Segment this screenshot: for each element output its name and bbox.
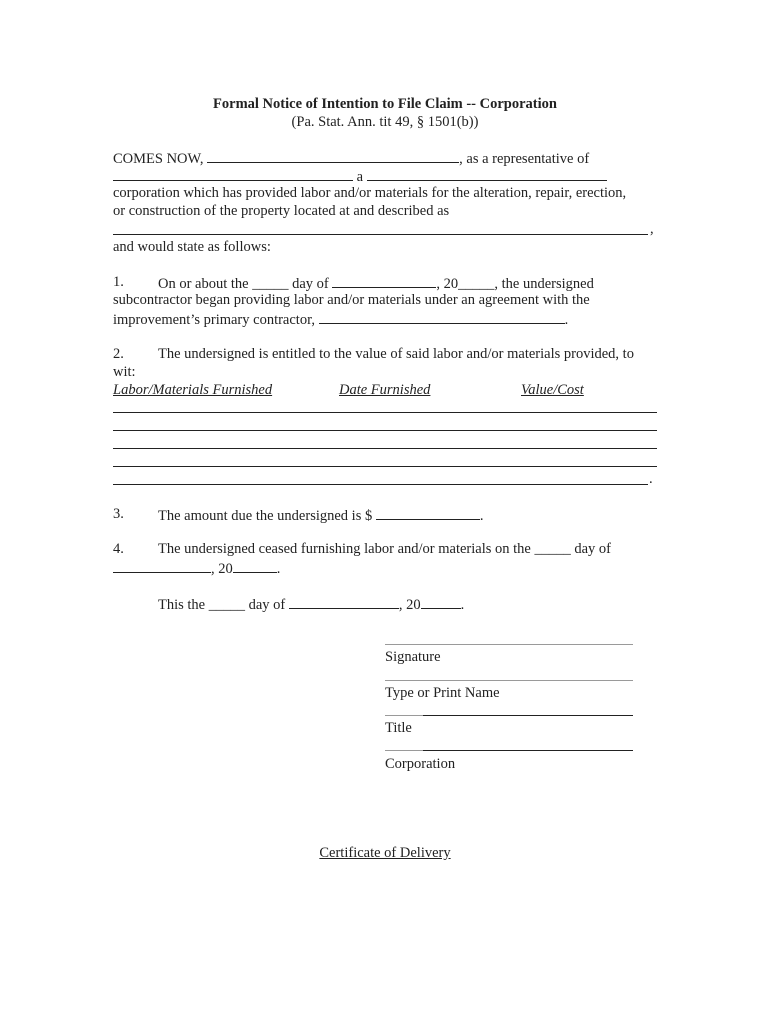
signature-line[interactable]: [385, 644, 633, 645]
item-2-text: The undersigned is entitled to the value of said labor and/or materials provided, to: [158, 346, 634, 362]
item-1-number: 1.: [113, 274, 124, 290]
column-value-cost: Value/Cost: [521, 382, 584, 398]
title-label: Title: [385, 720, 412, 736]
representative-name-blank[interactable]: [207, 148, 459, 163]
item-1-text-b: , 20_____, the undersigned: [436, 276, 594, 292]
item-1-text-c: improvement’s primary contractor,: [113, 312, 315, 328]
title-line[interactable]: [423, 715, 633, 716]
title-line-left[interactable]: [385, 715, 423, 716]
a-text: a: [356, 169, 364, 185]
intro-line-4: or construction of the property located at and described as: [113, 203, 450, 219]
column-date-furnished: Date Furnished: [339, 382, 431, 398]
itemization-line-1[interactable]: [113, 412, 657, 413]
certificate-heading: Certificate of Delivery: [319, 845, 451, 861]
item-2-number: 2.: [113, 346, 124, 362]
itemization-line-2[interactable]: [113, 430, 657, 431]
item-4-text: The undersigned ceased furnishing labor and/or materials on the _____ day of: [158, 541, 611, 557]
as-representative-text: , as a representative of: [459, 151, 590, 167]
signature-label: Signature: [385, 649, 441, 665]
ceased-month-blank[interactable]: [113, 558, 211, 573]
primary-contractor-blank[interactable]: [319, 309, 565, 324]
dated-period: .: [460, 597, 465, 613]
item-1-line-2: subcontractor began providing labor and/or materials under an agreement with the: [113, 292, 590, 308]
amount-due-blank[interactable]: [376, 505, 480, 520]
itemization-period: .: [649, 471, 653, 487]
item-3-line: [158, 505, 483, 525]
item-3-text: The amount due the undersigned is $: [158, 508, 373, 524]
itemization-line-5[interactable]: [113, 484, 648, 485]
statute-citation: (Pa. Stat. Ann. tit 49, § 1501(b)): [291, 114, 479, 130]
item-1-line-3: [113, 309, 568, 329]
itemization-line-4[interactable]: [113, 466, 657, 467]
corporation-label: Corporation: [385, 756, 456, 772]
column-labor-materials: Labor/Materials Furnished: [113, 382, 273, 398]
dated-year-text: , 20: [398, 597, 421, 613]
item-4-period: .: [276, 561, 281, 577]
print-name-line[interactable]: [385, 680, 633, 681]
item-1-line-1: [158, 273, 594, 293]
item-3-period: .: [479, 508, 484, 524]
property-comma: ,: [650, 221, 654, 237]
print-name-label: Type or Print Name: [385, 685, 500, 701]
state-of-incorporation-blank[interactable]: [113, 166, 353, 181]
document-title: Formal Notice of Intention to File Claim -- Corporation: [213, 96, 557, 112]
intro-line-3: corporation which has provided labor and/or materials for the alteration, repair, erection,: [113, 185, 627, 201]
item-4-line-2: [113, 558, 280, 578]
item-1-period: .: [564, 312, 569, 328]
dated-year-blank[interactable]: [421, 594, 461, 609]
corporation-line[interactable]: [423, 750, 633, 751]
this-the-text: This the _____ day of: [158, 597, 286, 613]
corporation-name-blank[interactable]: [367, 166, 607, 181]
dated-month-blank[interactable]: [289, 594, 399, 609]
property-description-blank[interactable]: [113, 234, 648, 235]
start-month-blank[interactable]: [332, 273, 436, 288]
item-3-number: 3.: [113, 506, 124, 522]
corporation-line-left[interactable]: [385, 750, 423, 751]
item-4-year-text: , 20: [211, 561, 233, 577]
item-2-wit: wit:: [113, 364, 136, 380]
item-1-text-a: On or about the _____ day of: [158, 276, 329, 292]
state-follows-text: and would state as follows:: [113, 239, 271, 255]
intro-line-2: [113, 166, 607, 186]
intro-line-1: [113, 148, 589, 168]
comes-now-text: COMES NOW,: [113, 151, 204, 167]
ceased-year-blank[interactable]: [233, 558, 277, 573]
itemization-line-3[interactable]: [113, 448, 657, 449]
item-4-number: 4.: [113, 541, 124, 557]
dated-line: [158, 594, 464, 614]
